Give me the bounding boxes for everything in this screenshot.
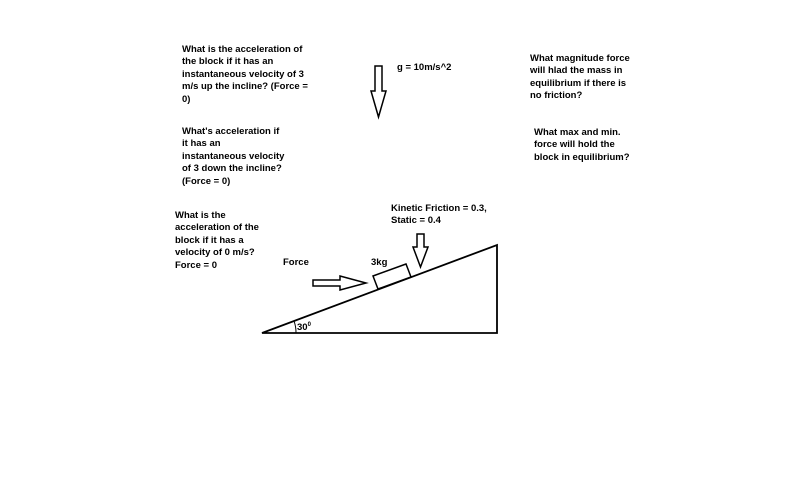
question-acceleration-up-incline: What is the acceleration of the block if it has an instantaneous velocity of 3 m/s up the incline? (Force = 0) — [182, 44, 308, 105]
gravity-arrow-icon — [371, 66, 386, 117]
angle-arc — [294, 321, 296, 333]
gravity-label: g = 10m/s^2 — [397, 62, 452, 73]
question-acceleration-zero-velocity: What is the acceleration of the block if it has a velocity of 0 m/s? Force = 0 — [175, 210, 259, 271]
question-frictionless-equilibrium-force: What magnitude force will hlad the mass in equilibrium if there is no friction? — [530, 53, 630, 102]
angle-unit: 0 — [307, 322, 311, 328]
question-max-min-equilibrium-force: What max and min. force will hold the block in equilibrium? — [534, 127, 630, 163]
question-acceleration-down-incline: What's acceleration if it has an instantaneous velocity of 3 down the incline? (Force = 0) — [182, 126, 285, 187]
force-label: Force — [283, 257, 309, 268]
down-arrow-icon — [413, 234, 428, 267]
angle-value: 30 — [297, 322, 308, 334]
mass-label: 3kg — [371, 257, 388, 268]
force-arrow-icon — [313, 276, 366, 290]
friction-label: Kinetic Friction = 0.3, Static = 0.4 — [391, 203, 487, 227]
